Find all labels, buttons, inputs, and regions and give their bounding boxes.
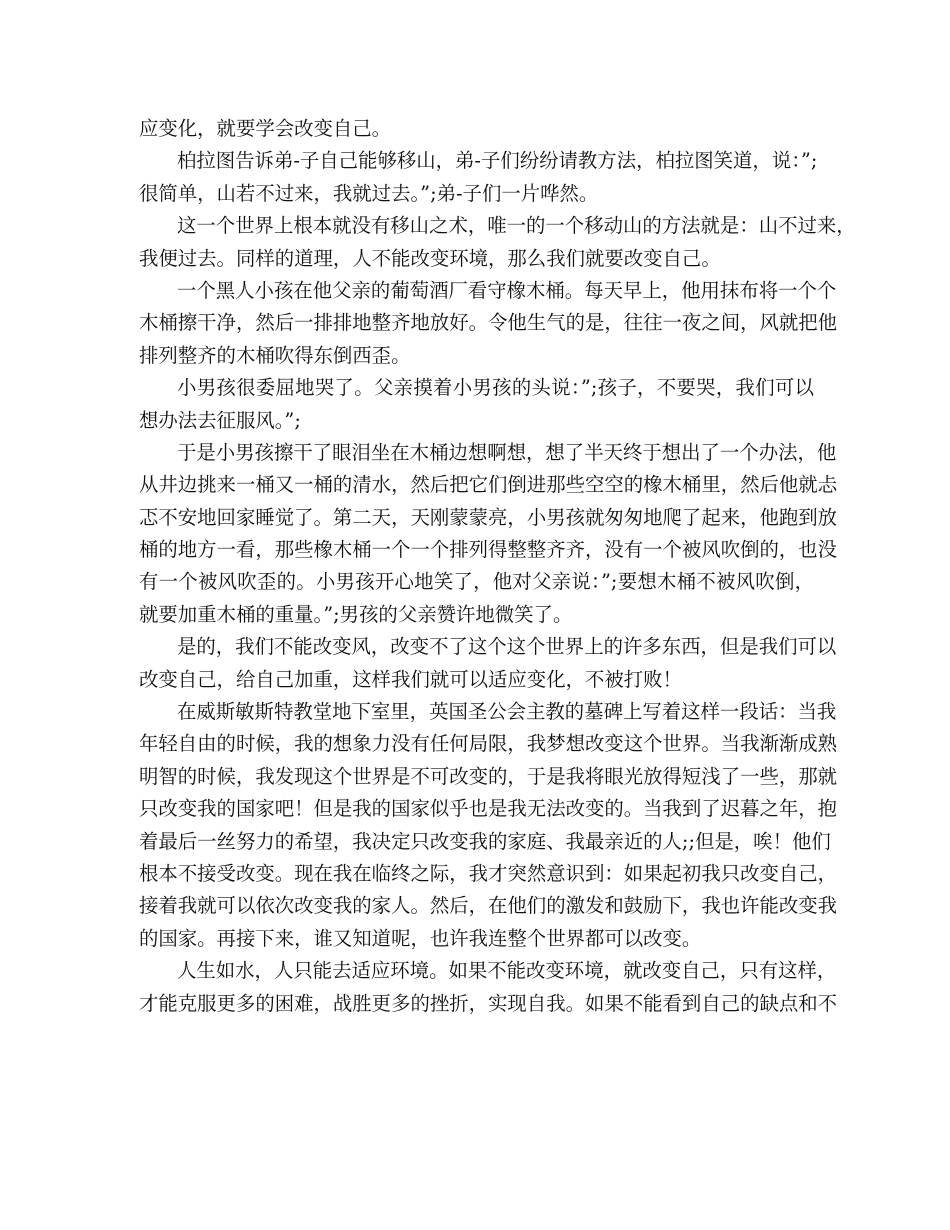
text-line: 排列整齐的木桶吹得东倒西歪。 — [139, 343, 411, 367]
text-line: 接着我就可以依次改变我的家人。然后，在他们的激发和鼓励下，我也许能改变我 — [139, 894, 838, 918]
text-line: 明智的时候，我发现这个世界是不可改变的，于是我将眼光放得短浅了一些，那就 — [139, 764, 838, 788]
text-line: 着最后一丝努力的希望，我决定只改变我的家庭、我最亲近的人;;但是，唉！他们 — [139, 829, 831, 853]
text-line: 我便过去。同样的道理，人不能改变环境，那么我们就要改变自己。 — [139, 246, 721, 270]
text-line: 改变自己，给自己加重，这样我们就可以适应变化，不被打败！ — [139, 667, 682, 691]
text-line: 柏拉图告诉弟-子自己能够移山，弟-子们纷纷请教方法，柏拉图笑道，说：”; — [177, 149, 818, 173]
text-line: 有一个被风吹歪的。小男孩开心地笑了，他对父亲说：”;要想木桶不被风吹倒， — [139, 570, 814, 594]
text-line: 年轻自由的时候，我的想象力没有任何局限，我梦想改变这个世界。当我渐渐成熟 — [139, 732, 838, 756]
text-line: 根本不接受改变。现在我在临终之际，我才突然意识到：如果起初我只改变自己， — [139, 861, 838, 885]
text-line: 这一个世界上根本就没有移山之术，唯一的一个移动山的方法就是：山不过来， — [177, 214, 856, 238]
text-line: 只改变我的国家吧！但是我的国家似乎也是我无法改变的。当我到了迟暮之年，抱 — [139, 797, 838, 821]
text-line: 木桶擦干净，然后一排排地整齐地放好。令他生气的是，往往一夜之间，风就把他 — [139, 311, 838, 335]
text-line: 于是小男孩擦干了眼泪坐在木桶边想啊想，想了半天终于想出了一个办法，他 — [177, 440, 837, 464]
text-line: 应变化，就要学会改变自己。 — [139, 117, 392, 140]
text-line: 想办法去征服风。”; — [139, 408, 301, 432]
text-line: 很简单，山若不过来，我就过去。”;弟-子们一片哗然。 — [139, 181, 599, 205]
text-line: 人生如水，人只能去适应环境。如果不能改变环境，就改变自己，只有这样， — [177, 959, 837, 983]
text-line: 小男孩很委屈地哭了。父亲摸着小男孩的头说：”;孩子，不要哭，我们可以 — [177, 376, 814, 400]
text-line: 忑不安地回家睡觉了。第二天，天刚蒙蒙亮，小男孩就匆匆地爬了起来，他跑到放 — [139, 505, 838, 529]
text-line: 的国家。再接下来，谁又知道呢，也许我连整个世界都可以改变。 — [139, 926, 702, 950]
text-line: 是的，我们不能改变风，改变不了这个这个世界上的许多东西，但是我们可以 — [177, 635, 837, 659]
text-line: 才能克服更多的困难，战胜更多的挫折，实现自我。如果不能看到自己的缺点和不 — [139, 991, 838, 1015]
text-line: 桶的地方一看，那些橡木桶一个一个排列得整整齐齐，没有一个被风吹倒的，也没 — [139, 538, 838, 562]
text-line: 在威斯敏斯特教堂地下室里，英国圣公会主教的墓碑上写着这样一段话：当我 — [177, 700, 837, 724]
text-line: 从井边挑来一桶又一桶的清水，然后把它们倒进那些空空的橡木桶里，然后他就忐 — [139, 473, 838, 497]
article-body — [139, 113, 856, 1020]
text-line: 就要加重木桶的重量。”;男孩的父亲赞许地微笑了。 — [139, 602, 573, 626]
text-line: 一个黑人小孩在他父亲的葡萄酒厂看守橡木桶。每天早上，他用抹布将一个个 — [177, 278, 837, 302]
